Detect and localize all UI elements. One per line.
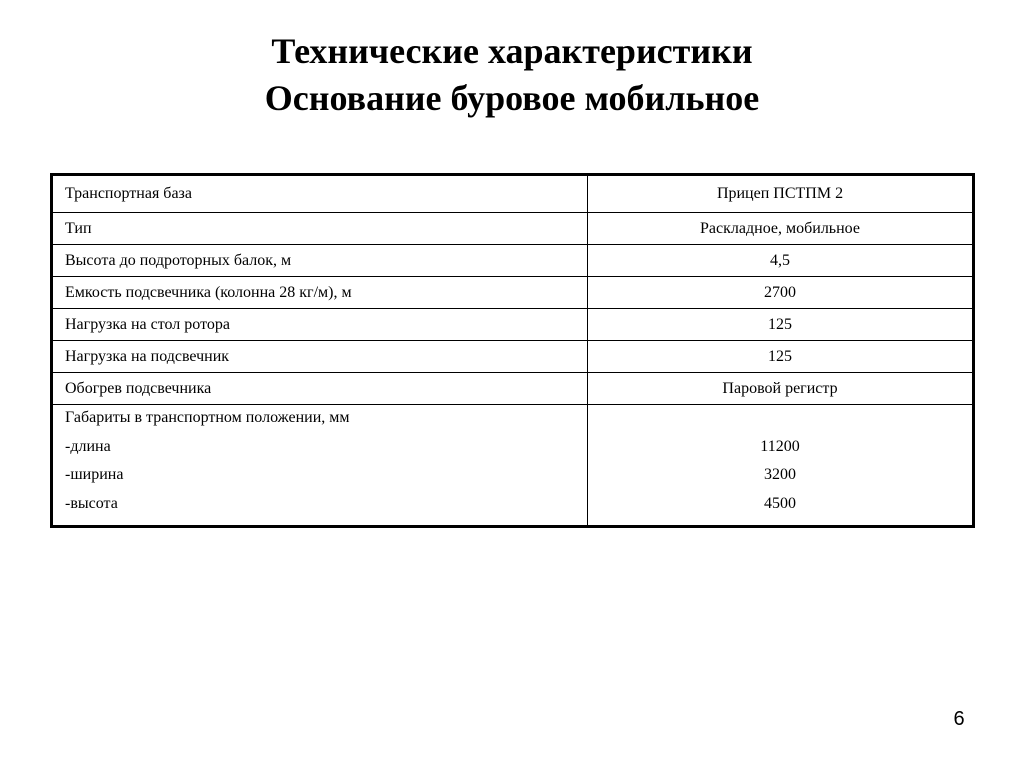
- table-row: [52, 213, 974, 245]
- dimension-value-width: 3200: [764, 466, 796, 483]
- row-value: Прицеп ПСТПМ 2: [588, 175, 974, 213]
- slide-title: [0, 28, 1024, 122]
- table-row: [52, 245, 974, 277]
- specifications-table: [50, 173, 975, 528]
- row-value: 2700: [588, 277, 974, 309]
- row-label: Нагрузка на подсвечник: [52, 341, 588, 373]
- row-value: 125: [588, 309, 974, 341]
- dimension-value-height: 4500: [764, 494, 796, 512]
- dimension-value-spacer: [600, 408, 960, 437]
- row-label: Нагрузка на стол ротора: [52, 309, 588, 341]
- dimensions-labels: [52, 405, 588, 527]
- dimension-label-length: -длина: [65, 437, 111, 455]
- slide-title-line-2: Основание буровое мобильное: [264, 78, 760, 118]
- row-value: 4,5: [588, 245, 974, 277]
- dimension-label-width: -ширина: [65, 466, 124, 483]
- row-label: Высота до подроторных балок, м: [52, 245, 588, 277]
- row-label: Емкость подсвечника (колонна 28 кг/м), м: [52, 277, 588, 309]
- dimensions-values: [588, 405, 974, 527]
- dimension-value-length: 11200: [760, 437, 800, 455]
- table-row: [52, 341, 974, 373]
- table-row: [52, 277, 974, 309]
- table-row: [52, 175, 974, 213]
- row-value: Раскладное, мобильное: [588, 213, 974, 245]
- row-label: Обогрев подсвечника: [52, 373, 588, 405]
- dimension-label-height: -высота: [65, 494, 118, 512]
- row-label: Тип: [52, 213, 588, 245]
- slide-title-line-1: Технические характеристики: [271, 31, 753, 71]
- table-row: [52, 373, 974, 405]
- dimensions-row: [52, 405, 974, 527]
- row-value: Паровой регистр: [588, 373, 974, 405]
- page-number: 6: [953, 708, 965, 730]
- row-label: Транспортная база: [52, 175, 588, 213]
- dimensions-heading: Габариты в транспортном положении, мм: [65, 409, 350, 426]
- row-value: 125: [588, 341, 974, 373]
- table-row: [52, 309, 974, 341]
